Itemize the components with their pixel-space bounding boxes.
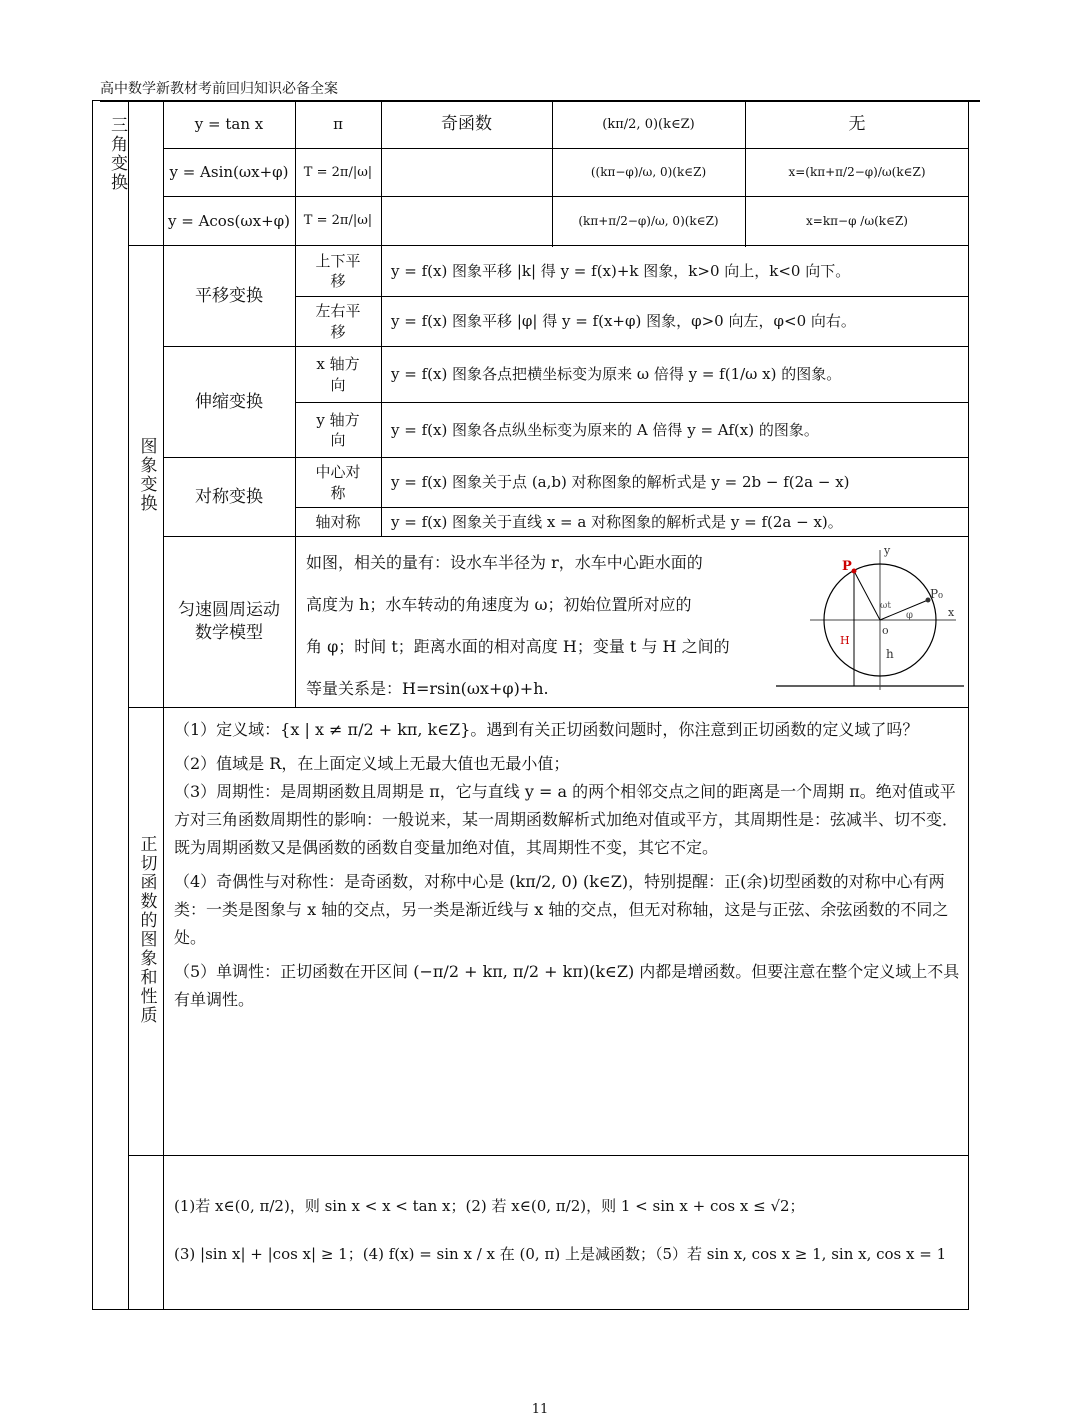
inequality-line: (1)若 x∈(0, π/2)，则 sin x < x < tan x；(2) 若 x∈(0, π/2)，则 1 < sin x + cos x ≤ √2； [174,1197,805,1215]
period-cell: T = 2π/|ω| [303,213,373,229]
symmetry-sub: 轴对称 [315,512,361,531]
circular-line: 角 φ；时间 t；距离水面的相对高度 H；变量 t 与 H 之间的 [306,636,730,656]
func-cell: y = Asin(ωx+φ) [169,163,289,182]
page-number: 11 [531,1402,549,1417]
point-p [852,569,857,574]
axis-cell: x=kπ−φ /ω(k∈Z) [806,213,908,228]
center-cell: (kπ/2, 0)(k∈Z) [602,116,695,132]
label-h-big: H [840,634,850,647]
tan-prop: （4）奇偶性与对称性：是奇函数，对称中心是 (kπ/2, 0) (k∈Z)，特别提醒：正(余)切型函数的对称中心有两类：一类是图象与 x 轴的交点，另一类是渐近线与 x 轴的交点，但无对称轴，这是与正弦、余弦函数的不同之处。 [174,872,949,947]
func-cell: y = Acos(ωx+φ) [167,211,290,230]
header-title: 高中数学新教材考前回归知识必备全案 [100,81,338,97]
period-cell: T = 2π/|ω| [303,164,373,180]
tan-prop: （2）值域是 R，在上面定义域上无最大值也无最小值； [174,754,570,773]
tan-prop: （3）周期性：是周期函数且周期是 π，它与直线 y = a 的两个相邻交点之间的距离是一个周期 π。绝对值或平方对三角函数周期性的影响：一般说来，某一周期函数解析式加绝对值或平方，其周期性是：弦减半、切不变．既为周期函数又是偶函数的函数自变量加绝对值，其周期性不变，其它不定。 [174,782,959,857]
translation-text: y = f(x) 图象平移 |k| 得 y = f(x)+k 图象，k>0 向上，k<0 向下。 [391,261,851,280]
label-x: x [948,606,955,619]
label-wt: ωt [880,601,891,611]
tan-prop: （1）定义域：{x | x ≠ π/2 + kπ, k∈Z}。遇到有关正切函数问题时，你注意到正切函数的定义域了吗？ [174,720,919,739]
parity-cell [381,149,552,196]
period-cell: π [333,115,343,134]
circular-text [306,542,786,710]
parity-cell [381,197,552,245]
translation-sub: 上下平移 [315,251,361,290]
parity-cell: 奇函数 [441,114,492,135]
rule-h11 [128,1155,969,1156]
symmetry-text: y = f(x) 图象关于点 (a,b) 对称图象的解析式是 y = 2b − f(2a − x) [391,473,850,492]
symmetry-text: y = f(x) 图象关于直线 x = a 对称图象的解析式是 y = f(2a − x)。 [391,512,843,531]
scaling-sub: x 轴方向 [316,355,360,394]
label-h: h [886,647,894,661]
symmetry-label: 对称变换 [195,486,263,507]
label-p0: P₀ [930,587,943,601]
waterwheel-figure [770,540,966,700]
label-phi: φ [906,610,914,621]
label-o: o [882,624,889,637]
inequality-line: (3) |sin x| + |cos x| ≥ 1；(4) f(x) = sin x / x 在 (0, π) 上是减函数；（5）若 sin x, cos x ≥ 1, sin x, cos x = 1 [174,1245,947,1263]
tan-prop: （5）单调性：正切函数在开区间 (−π/2 + kπ, π/2 + kπ)(k∈Z) 内都是增函数。但要注意在整个定义域上不具有单调性。 [174,962,960,1009]
axis-cell: 无 [848,114,866,135]
tan-properties [174,716,962,1014]
inequalities [174,1182,962,1278]
translation-text: y = f(x) 图象平移 |φ| 得 y = f(x+φ) 图象，φ>0 向左，φ<0 向右。 [391,312,856,331]
center-cell: (kπ+π/2−φ)/ω, 0)(k∈Z) [578,213,719,228]
symmetry-sub: 中心对称 [315,463,361,502]
circular-line: 如图，相关的量有：设水车半径为 r，水车中心距水面的 [306,553,703,572]
circular-line: 高度为 h；水车转动的角速度为 ω；初始位置所对应的 [306,594,692,614]
rule-v1 [128,100,129,1310]
translation-sub: 左右平移 [315,302,361,341]
center-cell: ((kπ−φ)/ω, 0)(k∈Z) [590,165,707,180]
page-header [100,78,980,102]
section-trig-label: 三角变换 [107,116,127,192]
circular-line: 等量关系是：H=rsin(ωx+φ)+h. [306,678,549,698]
axis-cell: x=(kπ+π/2−φ)/ω(k∈Z) [788,165,926,180]
radius-p [854,571,880,620]
scaling-label: 伸缩变换 [195,391,263,412]
scaling-text: y = f(x) 图象各点把横坐标变为原来 ω 倍得 y = f(1/ω x) 的图象。 [391,365,842,384]
translation-label: 平移变换 [195,285,263,306]
scaling-text: y = f(x) 图象各点纵坐标变为原来的 A 倍得 y = Af(x) 的图象。 [391,420,819,439]
scaling-sub: y 轴方向 [316,410,360,449]
func-cell: y = tan x [194,115,264,134]
label-y: y [884,544,891,557]
section-image-transform-label: 图象变换 [136,437,157,513]
circular-label: 匀速圆周运动数学模型 [178,600,280,643]
section-tan-label: 正切函数的图象和性质 [136,835,157,1025]
label-p: P [842,559,852,574]
rule-v9 [295,537,296,707]
